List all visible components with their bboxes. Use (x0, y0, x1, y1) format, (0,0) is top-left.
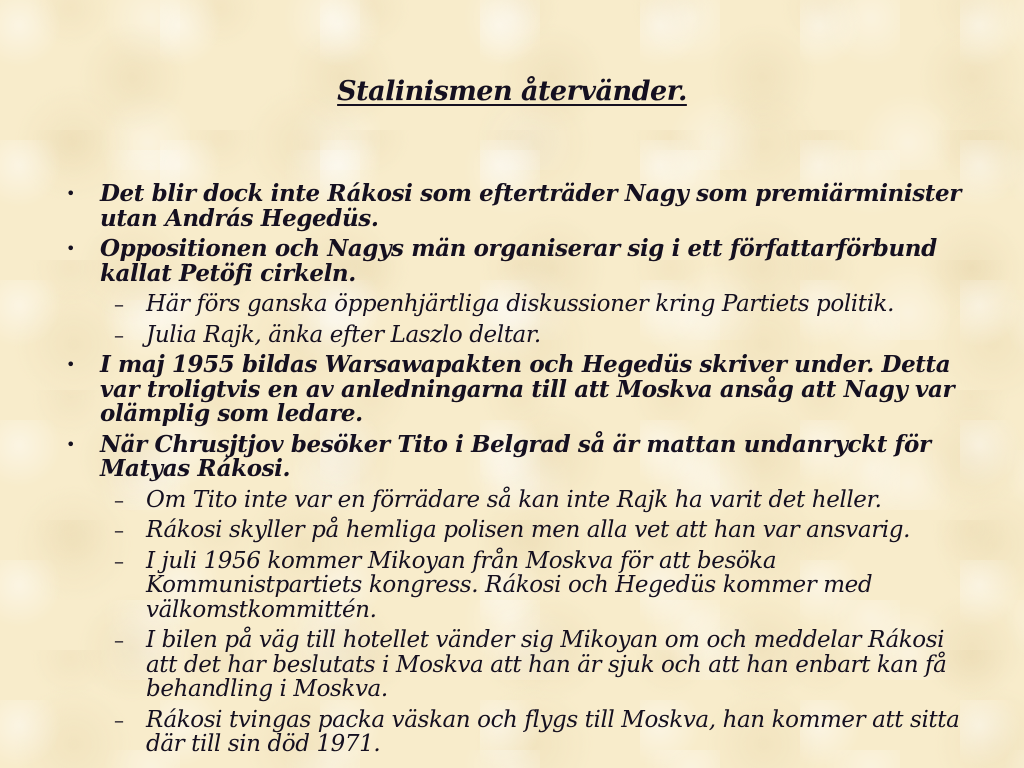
slide-title: Stalinismen återvänder. (337, 76, 687, 107)
sub-bullet-text: Rákosi tvingas packa väskan och flygs till Moskva, han kommer att sitta där till sin död 1971. (146, 706, 960, 757)
sub-bullet-item (0, 628, 1024, 702)
dash-marker: – (114, 487, 124, 512)
sub-bullet-text: Julia Rajk, änka efter Laszlo deltar. (146, 321, 541, 348)
dash-marker: – (114, 707, 124, 732)
dash-marker: – (114, 292, 124, 316)
sub-bullet-text: I juli 1956 kommer Mikoyan från Moskva för att besöka Kommunistpartiets kongress. Rákosi och Hegedüs kommer med välkomstkommittén. (146, 547, 873, 623)
sub-bullet-text: Om Tito inte var en förrädare så kan inte Rajk ha varit det heller. (146, 486, 882, 513)
sub-bullet-text: Här förs ganska öppenhjärtliga diskussioner kring Partiets politik. (146, 291, 894, 317)
dash-marker: – (114, 322, 124, 347)
sub-bullet-text: I bilen på väg till hotellet vänder sig Mikoyan om och meddelar Rákosi att det har beslutats i Moskva att han är sjuk och att han enbart kan få behandling i Moskva. (146, 627, 947, 702)
sub-bullet-text: Rákosi skyller på hemliga polisen men alla vet att han var ansvarig. (146, 517, 910, 543)
bullet-text: I maj 1955 bildas Warsawapakten och Hegedüs skriver under. Detta var troligtvis en av anledningarna till att Moskva ansåg att Nagy var olämplig som ledare. (100, 351, 955, 427)
bullet-marker: • (66, 184, 76, 203)
sub-bullet-item (0, 518, 1024, 543)
bullet-text: Oppositionen och Nagys män organiserar sig i ett författarförbund kallat Petöfi cirkeln. (100, 235, 937, 287)
bullet-marker: • (66, 434, 76, 454)
dash-marker: – (114, 548, 124, 573)
bullet-text: När Chrusjtjov besöker Tito i Belgrad så är mattan undanryckt för Matyas Rákosi. (100, 430, 931, 482)
dash-marker: – (114, 628, 124, 652)
bullet-text: Det blir dock inte Rákosi som efterträder Nagy som premiärminister utan András Hegedüs. (100, 180, 961, 232)
bullet-item (0, 237, 1024, 286)
sub-bullet-item (0, 708, 1024, 757)
sub-bullet-item (0, 323, 1024, 348)
sub-bullet-item (0, 549, 1024, 623)
sub-bullet-item (0, 488, 1024, 513)
bullet-item (0, 182, 1024, 231)
bullet-item (0, 430, 1024, 482)
sub-bullet-item (0, 292, 1024, 317)
bullet-marker: • (66, 355, 76, 374)
bullet-item (0, 353, 1024, 427)
bullet-list (0, 182, 1024, 763)
dash-marker: – (114, 518, 124, 542)
bullet-marker: • (66, 239, 76, 258)
